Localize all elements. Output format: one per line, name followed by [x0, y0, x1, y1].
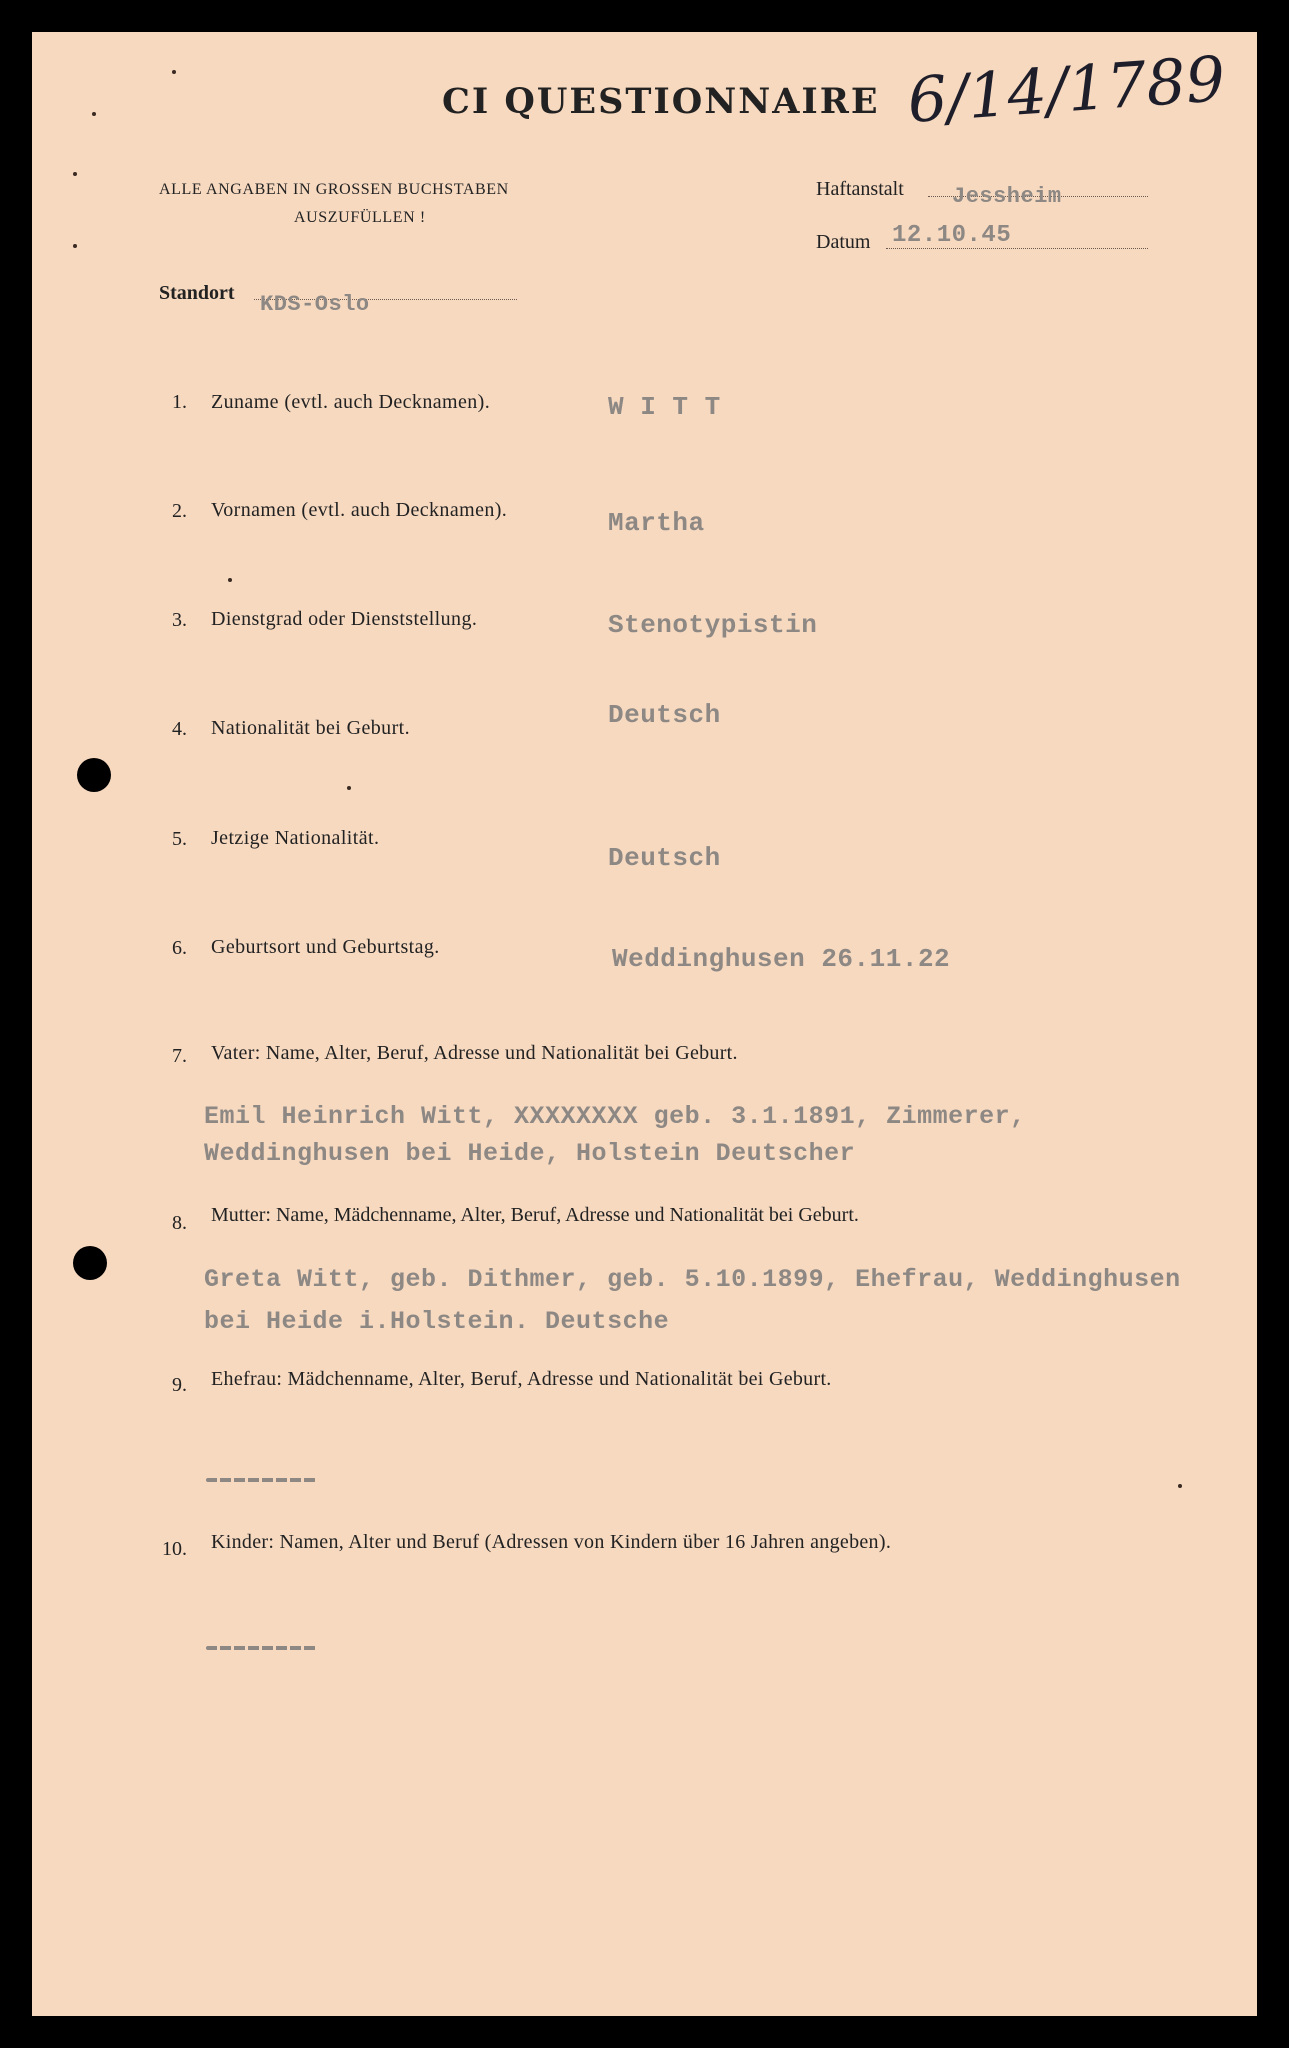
paper-speck	[228, 578, 232, 582]
question-10-label: Kinder: Namen, Alter und Beruf (Adressen von Kindern über 16 Jahren angeben).	[211, 1531, 892, 1553]
question-5-label: Jetzige Nationalität.	[211, 827, 380, 849]
questionnaire-page	[32, 32, 1257, 2016]
question-1-answer: W I T T	[608, 392, 721, 422]
question-10-empty-answer-dash	[206, 1646, 318, 1650]
question-10-number: 10.	[162, 1538, 187, 1560]
question-3-number: 3.	[172, 609, 187, 631]
question-2-answer: Martha	[608, 508, 705, 538]
question-4-label: Nationalität bei Geburt.	[211, 717, 410, 739]
question-8-number: 8.	[172, 1212, 187, 1234]
question-4-answer: Deutsch	[608, 700, 721, 730]
question-5-answer: Deutsch	[608, 843, 721, 873]
question-4-number: 4.	[172, 718, 187, 740]
paper-speck	[92, 112, 96, 116]
question-7-answer-line-1: Emil Heinrich Witt, XXXXXXXX geb. 3.1.1891, Zimmerer,	[204, 1102, 1026, 1131]
paper-speck	[73, 172, 77, 176]
question-7-number: 7.	[172, 1045, 187, 1067]
question-8-answer-line-1: Greta Witt, geb. Dithmer, geb. 5.10.1899, Ehefrau, Weddinghusen	[204, 1265, 1181, 1294]
question-9-number: 9.	[172, 1374, 187, 1396]
paper-speck	[1178, 1484, 1182, 1488]
question-3-label: Dienstgrad oder Dienststellung.	[211, 608, 478, 630]
question-2-number: 2.	[172, 500, 187, 522]
punch-hole-top	[77, 758, 111, 792]
question-6-label: Geburtsort und Geburtstag.	[211, 936, 440, 958]
punch-hole-bottom	[73, 1246, 107, 1280]
question-1-label: Zuname (evtl. auch Decknamen).	[211, 391, 491, 413]
question-9-empty-answer-dash	[206, 1478, 316, 1482]
datum-value: 12.10.45	[892, 222, 1012, 249]
haftanstalt-label: Haftanstalt	[816, 178, 904, 200]
standort-value: KDS-Oslo	[260, 292, 370, 317]
paper-speck	[347, 786, 351, 790]
datum-label: Datum	[816, 231, 871, 253]
paper-speck	[73, 244, 77, 248]
question-7-label: Vater: Name, Alter, Beruf, Adresse und Nationalität bei Geburt.	[211, 1042, 738, 1064]
question-3-answer: Stenotypistin	[608, 610, 818, 640]
question-8-label: Mutter: Name, Mädchenname, Alter, Beruf, Adresse und Nationalität bei Geburt.	[211, 1204, 859, 1226]
question-6-number: 6.	[172, 937, 187, 959]
question-1-number: 1.	[172, 391, 187, 413]
question-2-label: Vornamen (evtl. auch Decknamen).	[211, 499, 508, 521]
question-5-number: 5.	[172, 828, 187, 850]
question-8-answer-line-2: bei Heide i.Holstein. Deutsche	[204, 1307, 670, 1336]
instruction-line-2: AUSZUFÜLLEN !	[294, 209, 426, 226]
question-9-label: Ehefrau: Mädchenname, Alter, Beruf, Adresse und Nationalität bei Geburt.	[211, 1368, 832, 1390]
paper-speck	[172, 70, 176, 74]
haftanstalt-value: Jessheim	[952, 184, 1062, 209]
handwritten-reference-number: 6/14/1789	[905, 41, 1228, 137]
standort-label: Standort	[159, 282, 235, 304]
question-6-answer: Weddinghusen 26.11.22	[612, 944, 951, 974]
question-7-answer-line-2: Weddinghusen bei Heide, Holstein Deutscher	[204, 1139, 856, 1168]
instruction-line-1: ALLE ANGABEN IN GROSSEN BUCHSTABEN	[159, 181, 509, 198]
page-title: CI QUESTIONNAIRE	[442, 81, 880, 122]
